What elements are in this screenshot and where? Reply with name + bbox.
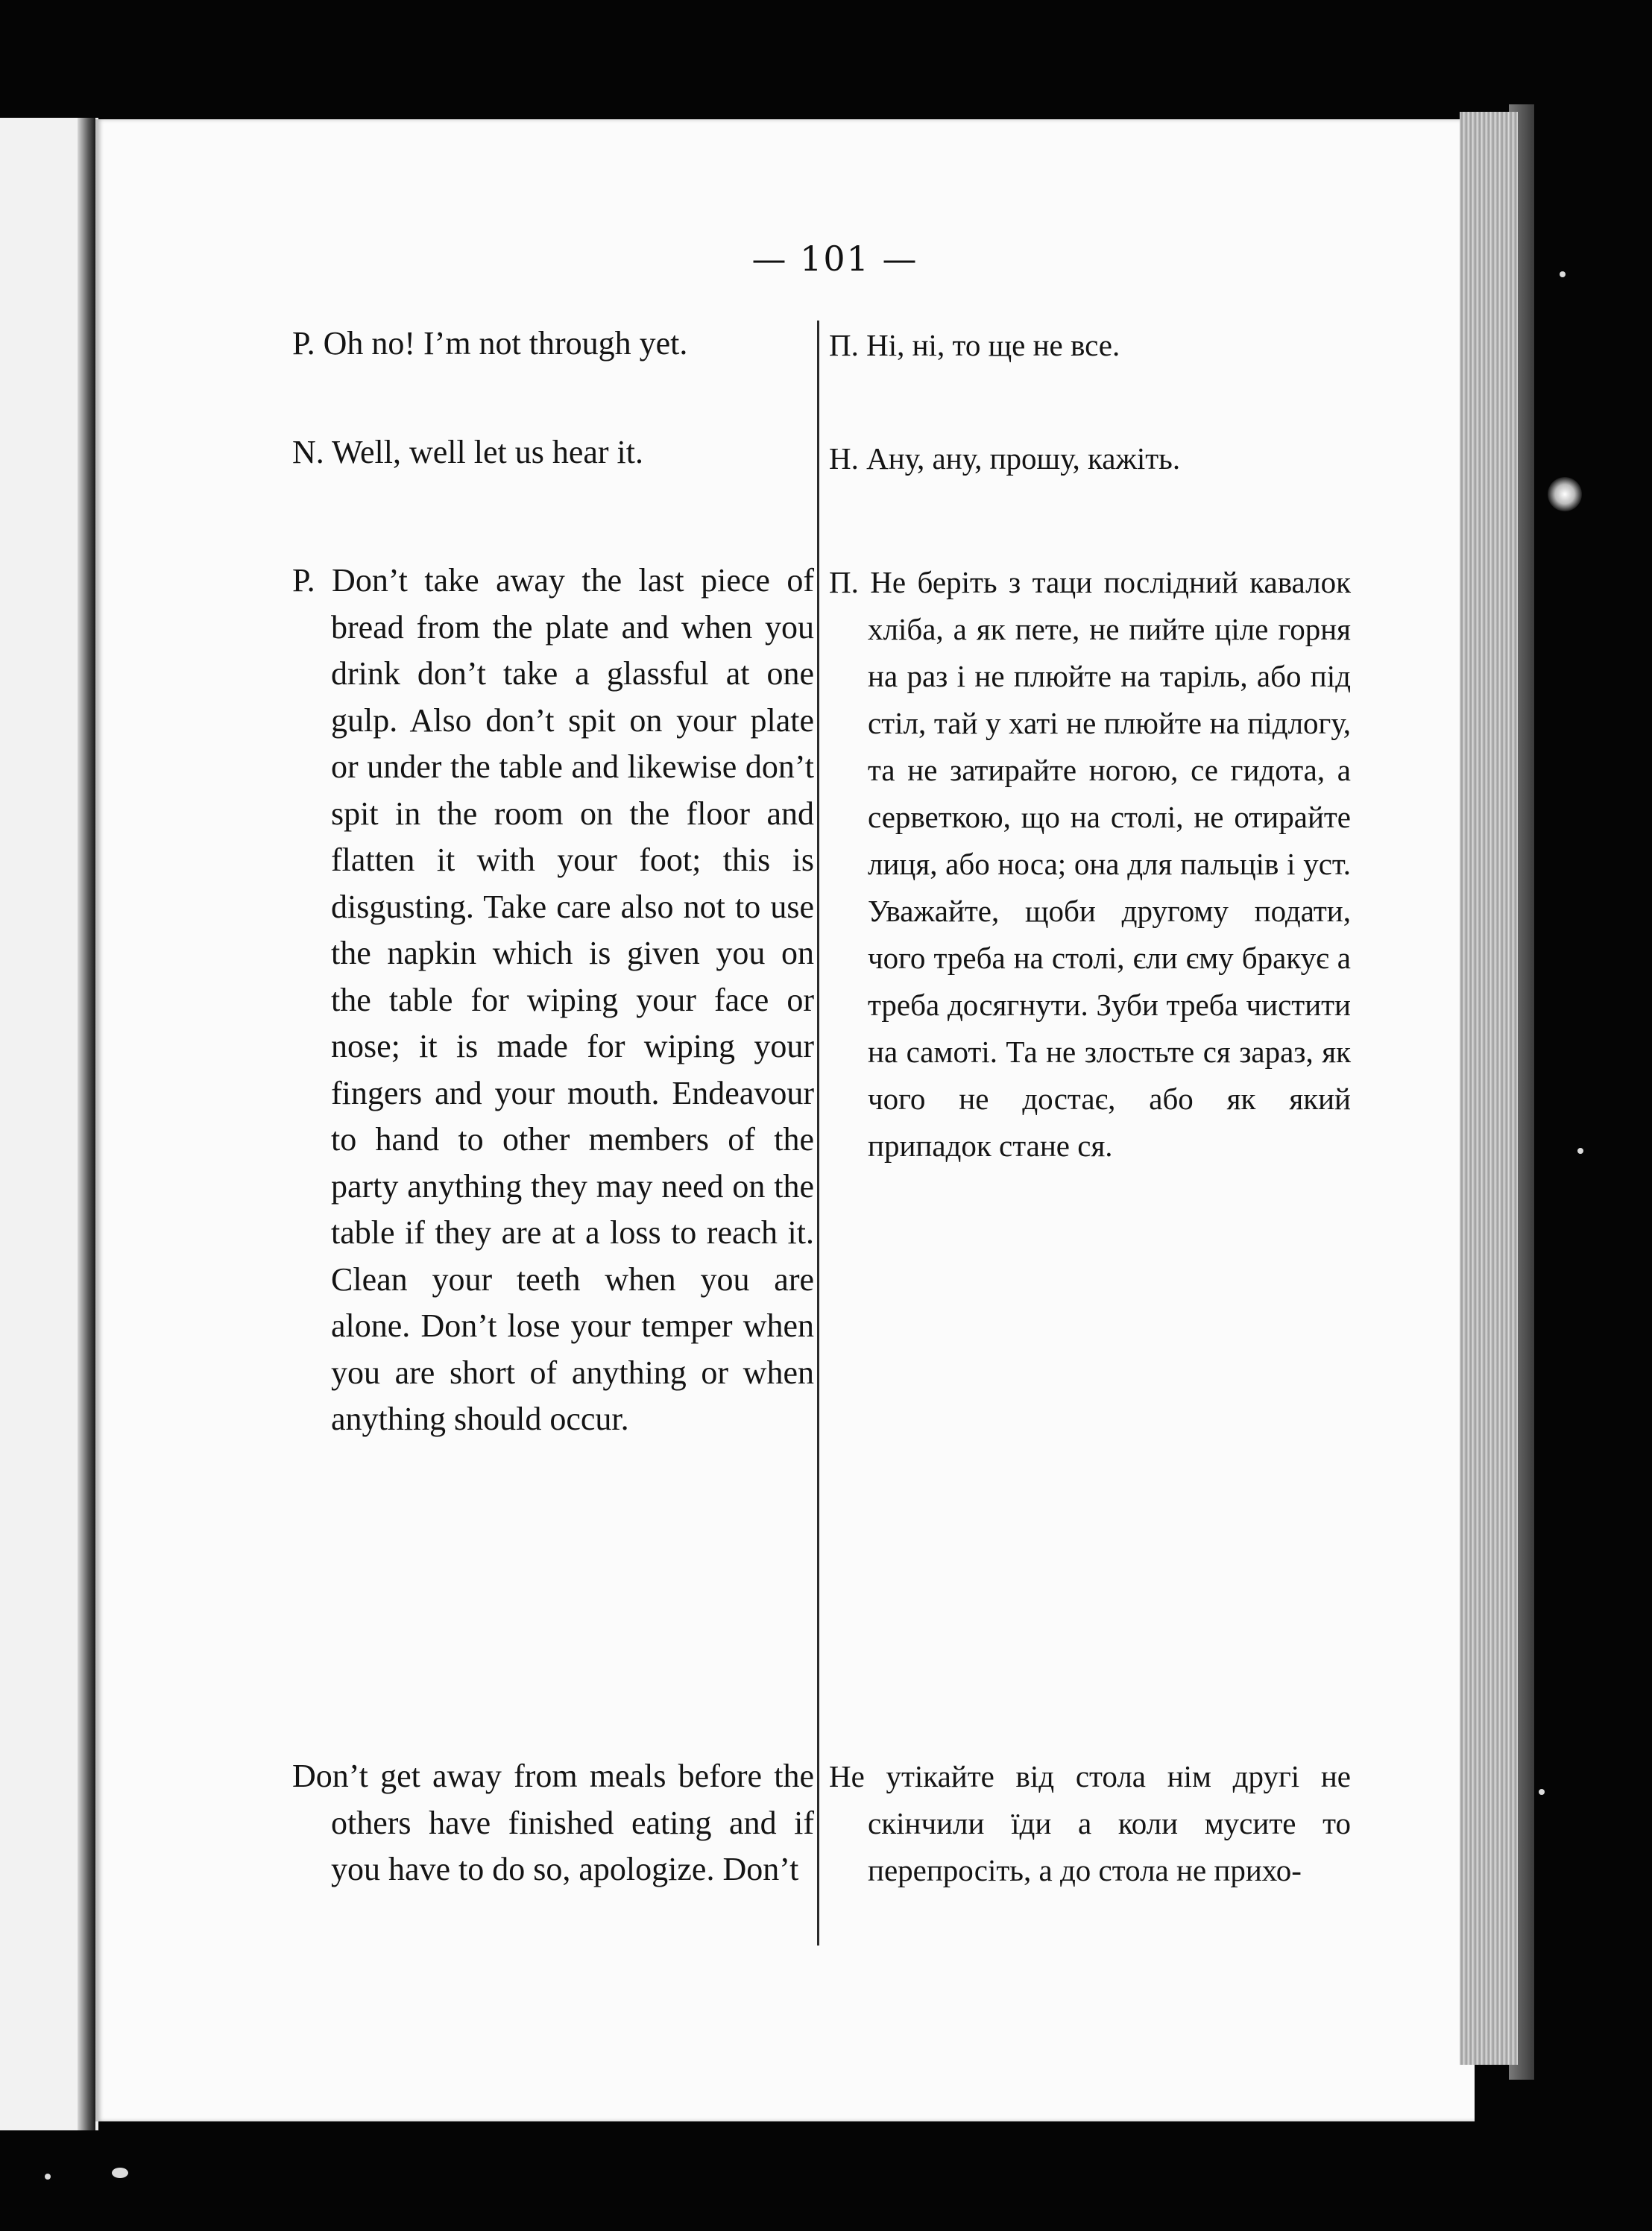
english-paragraph: P. Don’t take away the last piece of bread from the plate and when you drink don’t take a glassful at one gulp. Also don’t spit on your plate or under the table and likewise don’t spit in the room on the floor and flatten it with your foot; this is disgusting. Take care also not to use the napkin which is given you on the table for wiping your face or nose; it is made for wiping your fingers and your mouth. Endeavour to hand to other members of the party anything they may need on the table if they are at a loss to reach it. Clean your teeth when you are alone. Don’t lose your temper when you are short of anything or when anything should occur. xyxy=(292,562,814,1437)
page-stack-edge xyxy=(1460,112,1518,2065)
ukrainian-paragraph: Не утікайте від стола нім другі не скінчили їди а коли мусите то перепросіть, а до стола не прихо- xyxy=(829,1759,1351,1887)
english-paragraph: N. Well, well let us hear it. xyxy=(292,434,643,470)
ukrainian-paragraph: Н. Ану, ану, прошу, кажіть. xyxy=(829,441,1181,476)
english-paragraph: P. Oh no! I’m not through yet. xyxy=(292,325,688,362)
column-divider xyxy=(817,321,819,1946)
ukrainian-paragraph: П. Ні, ні, то ще не все. xyxy=(829,328,1120,362)
page-number: — 101 — xyxy=(751,239,918,279)
light-glare xyxy=(1548,477,1582,511)
dust-speck xyxy=(1577,1148,1583,1154)
dust-speck xyxy=(1560,271,1566,277)
ukrainian-paragraph: П. Не беріть з таци послідний кавалок хліба, а як пете, не пийте ціле горня на раз і не плюйте на таріль, або під стіл, тай у хаті не плюйте на підлогу, та не затирайте ногою, се гидота, а серветкою, що на столі, не отирайте лиця, або носа; она для пальців і уст. Уважайте, щоби другому подати, чого треба на столі, єли єму бракує а треба досягнути. Зуби треба чистити на самоті. Та не злостьте ся зараз, як чого не достає, або як який припадок стане ся. xyxy=(829,565,1351,1163)
english-paragraph: Don’t get away from meals before the others have finished eating and if you have to do so, apologize. Don’t xyxy=(292,1758,814,1887)
book-gutter-shadow xyxy=(78,118,95,2130)
dust-speck xyxy=(1539,1789,1545,1795)
dust-speck xyxy=(112,2168,128,2178)
dust-speck xyxy=(45,2174,51,2180)
